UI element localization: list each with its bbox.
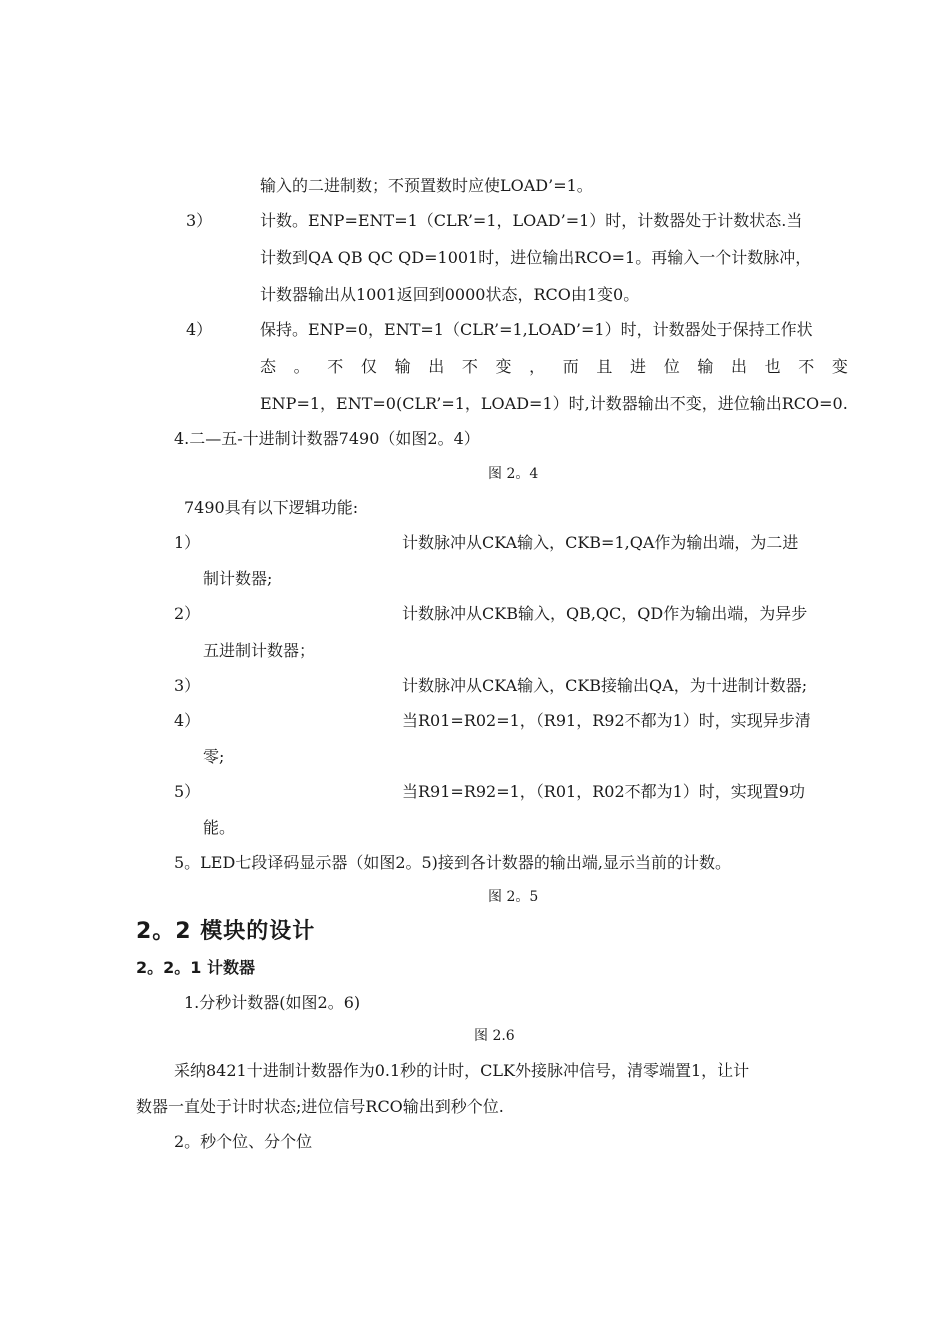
char: 也 [764, 357, 781, 376]
item-number: 4） [174, 711, 201, 730]
paragraph-line: 数器一直处于计时状态;进位信号RCO输出到秒个位. [136, 1097, 504, 1116]
char: 变 [495, 357, 512, 376]
text-line: 7490具有以下逻辑功能: [184, 498, 359, 517]
section-item: 5。LED七段译码显示器（如图2。5)接到各计数器的输出端,显示当前的计数。 [174, 853, 732, 872]
text-line: 计数。ENP=ENT=1（CLR’=1，LOAD’=1）时，计数器处于计数状态.当 [260, 211, 803, 230]
spread-line [260, 359, 848, 375]
char: 进 [630, 357, 647, 376]
char: 且 [596, 357, 613, 376]
section-heading: 2。2 模块的设计 [136, 919, 316, 944]
section-item: 4.二—五-十进制计数器7490（如图2。4） [174, 429, 480, 448]
figure-caption: 图 2.6 [474, 1028, 515, 1044]
text-line: 保持。ENP=0，ENT=1（CLR’=1,LOAD’=1）时，计数器处于保持工作状 [260, 320, 813, 339]
char: 出 [730, 357, 747, 376]
char: 不 [798, 357, 815, 376]
char: 。 [293, 357, 310, 376]
char: 不 [327, 357, 344, 376]
figure-caption: 图 2。5 [488, 889, 539, 905]
char: 态 [260, 357, 277, 376]
item-number: 2） [174, 604, 201, 623]
char: 位 [663, 357, 680, 376]
text-line: 计数脉冲从CKB输入，QB,QC，QD作为输出端，为异步 [402, 604, 808, 623]
item-number: 5） [174, 782, 201, 801]
item-number: 1） [174, 533, 201, 552]
text-line: 零; [203, 747, 225, 766]
char: ， [529, 357, 546, 376]
char: 输 [394, 357, 411, 376]
text-line: ENP=1，ENT=0(CLR’=1，LOAD=1）时,计数器输出不变，进位输出RCO=0. [260, 394, 848, 413]
paragraph-line: 采纳8421十进制计数器作为0.1秒的计时，CLK外接脉冲信号，清零端置1，让计 [174, 1061, 750, 1080]
char: 变 [831, 357, 848, 376]
subsection-heading: 2。2。1 计数器 [136, 958, 255, 977]
text-line: 输入的二进制数；不预置数时应使LOAD’=1。 [260, 176, 593, 195]
text-line: 当R91=R92=1，（R01，R02不都为1）时，实现置9功 [402, 782, 805, 801]
figure-caption: 图 2。4 [488, 466, 539, 482]
text-line: 当R01=R02=1，（R91，R92不都为1）时，实现异步清 [402, 711, 811, 730]
char: 出 [428, 357, 445, 376]
item-number: 4） [186, 320, 213, 339]
text-line: 制计数器; [203, 569, 273, 588]
text-line: 能。 [203, 818, 236, 837]
char: 而 [562, 357, 579, 376]
text-line: 1.分秒计数器(如图2。6) [184, 993, 361, 1012]
char: 不 [461, 357, 478, 376]
char: 输 [697, 357, 714, 376]
item-number: 3） [174, 676, 201, 695]
text-line: 计数脉冲从CKA输入，CKB=1,QA作为输出端，为二进 [402, 533, 799, 552]
text-line: 计数到QA QB QC QD=1001时，进位输出RCO=1。再输入一个计数脉冲， [260, 248, 812, 267]
section-item: 2。秒个位、分个位 [174, 1132, 313, 1151]
char: 仅 [360, 357, 377, 376]
text-line: 计数脉冲从CKA输入，CKB接输出QA，为十进制计数器; [402, 676, 808, 695]
item-number: 3） [186, 211, 213, 230]
text-line: 计数器输出从1001返回到0000状态，RCO由1变0。 [260, 285, 640, 304]
text-line: 五进制计数器； [203, 641, 316, 660]
